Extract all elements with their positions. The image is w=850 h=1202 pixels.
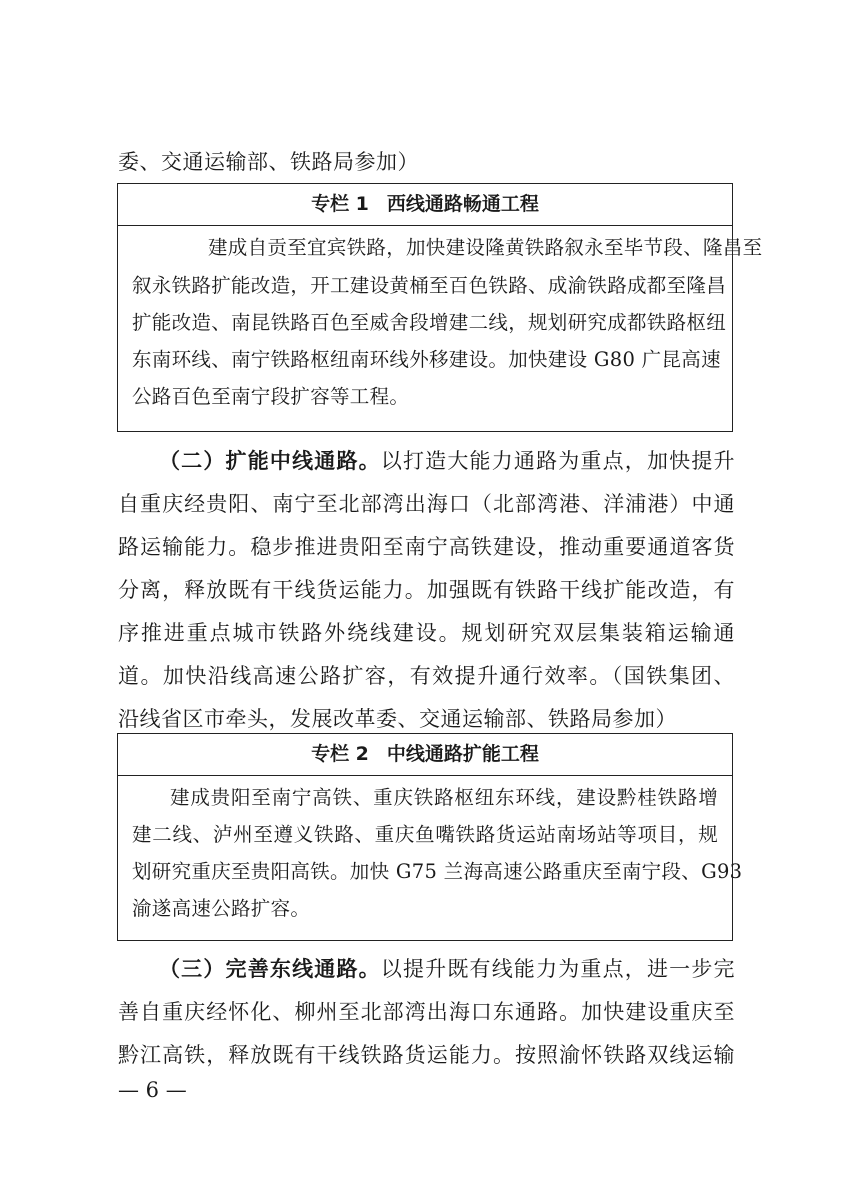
- section2-line: 沿线省区市牵头，发展改革委、交通运输部、铁路局参加）: [118, 707, 677, 731]
- column-box-1-heading: 西线通路畅通工程: [386, 193, 539, 215]
- box1-line: 公路百色至南宁段扩容等工程。: [132, 385, 410, 408]
- section2-line: 自重庆经贵阳、南宁至北部湾出海口（北部湾港、洋浦港）中通: [118, 492, 735, 516]
- section2-line: 路运输能力。稳步推进贵阳至南宁高铁建设，推动重要通道客货: [118, 535, 735, 559]
- section2-line: 道。加快沿线高速公路扩容，有效提升通行效率。（国铁集团、: [118, 664, 735, 688]
- section2-line: 分离，释放既有干线货运能力。加强既有铁路干线扩能改造，有: [118, 578, 735, 602]
- column-box-1-title: [118, 184, 732, 226]
- column-box-1: [117, 183, 763, 432]
- column-box-2-heading: 中线通路扩能工程: [386, 743, 539, 765]
- section2-first-line: [159, 447, 735, 475]
- box1-line: 叙永铁路扩能改造，开工建设黄桶至百色铁路、成渝铁路成都至隆昌: [132, 274, 727, 297]
- section3-first-line: [159, 955, 735, 983]
- box2-line: 划研究重庆至贵阳高铁。加快 G75 兰海高速公路重庆至南宁段、G93: [132, 860, 743, 883]
- box1-line: 扩能改造、南昆铁路百色至威舍段增建二线，规划研究成都铁路枢纽: [132, 311, 727, 334]
- box2-line: 建成贵阳至南宁高铁、重庆铁路枢纽东环线，建设黔桂铁路增: [170, 786, 718, 809]
- section3-heading: （三）完善东线通路。: [159, 956, 381, 981]
- box2-line: 渝遂高速公路扩容。: [132, 897, 311, 920]
- column-box-1-number: 专栏 1: [311, 193, 369, 215]
- section2-heading: （二）扩能中线通路。: [159, 448, 381, 473]
- box2-line: 建二线、泸州至遵义铁路、重庆鱼嘴铁路货运站南场站等项目，规: [132, 823, 718, 846]
- section3-first-rest: 以提升既有线能力为重点，进一步完: [380, 957, 736, 981]
- column-box-2: [117, 733, 743, 941]
- section2-first-rest: 以打造大能力通路为重点，加快提升: [380, 449, 736, 473]
- section3-line: 善自重庆经怀化、柳州至北部湾出海口东通路。加快建设重庆至: [118, 1000, 735, 1024]
- box1-line: 建成自贡至宜宾铁路，加快建设隆黄铁路叙永至毕节段、隆昌至: [208, 236, 763, 259]
- box1-line: 东南环线、南宁铁路枢纽南环线外移建设。加快建设 G80 广昆高速: [132, 348, 721, 371]
- page-number: — 6 —: [118, 1078, 187, 1102]
- intro-line: 委、交通运输部、铁路局参加）: [118, 150, 419, 174]
- column-box-2-title: [118, 734, 732, 776]
- section2-line: 序推进重点城市铁路外绕线建设。规划研究双层集装箱运输通: [118, 621, 735, 645]
- section3-line: 黔江高铁，释放既有干线铁路货运能力。按照渝怀铁路双线运输: [118, 1043, 735, 1067]
- column-box-2-number: 专栏 2: [311, 743, 369, 765]
